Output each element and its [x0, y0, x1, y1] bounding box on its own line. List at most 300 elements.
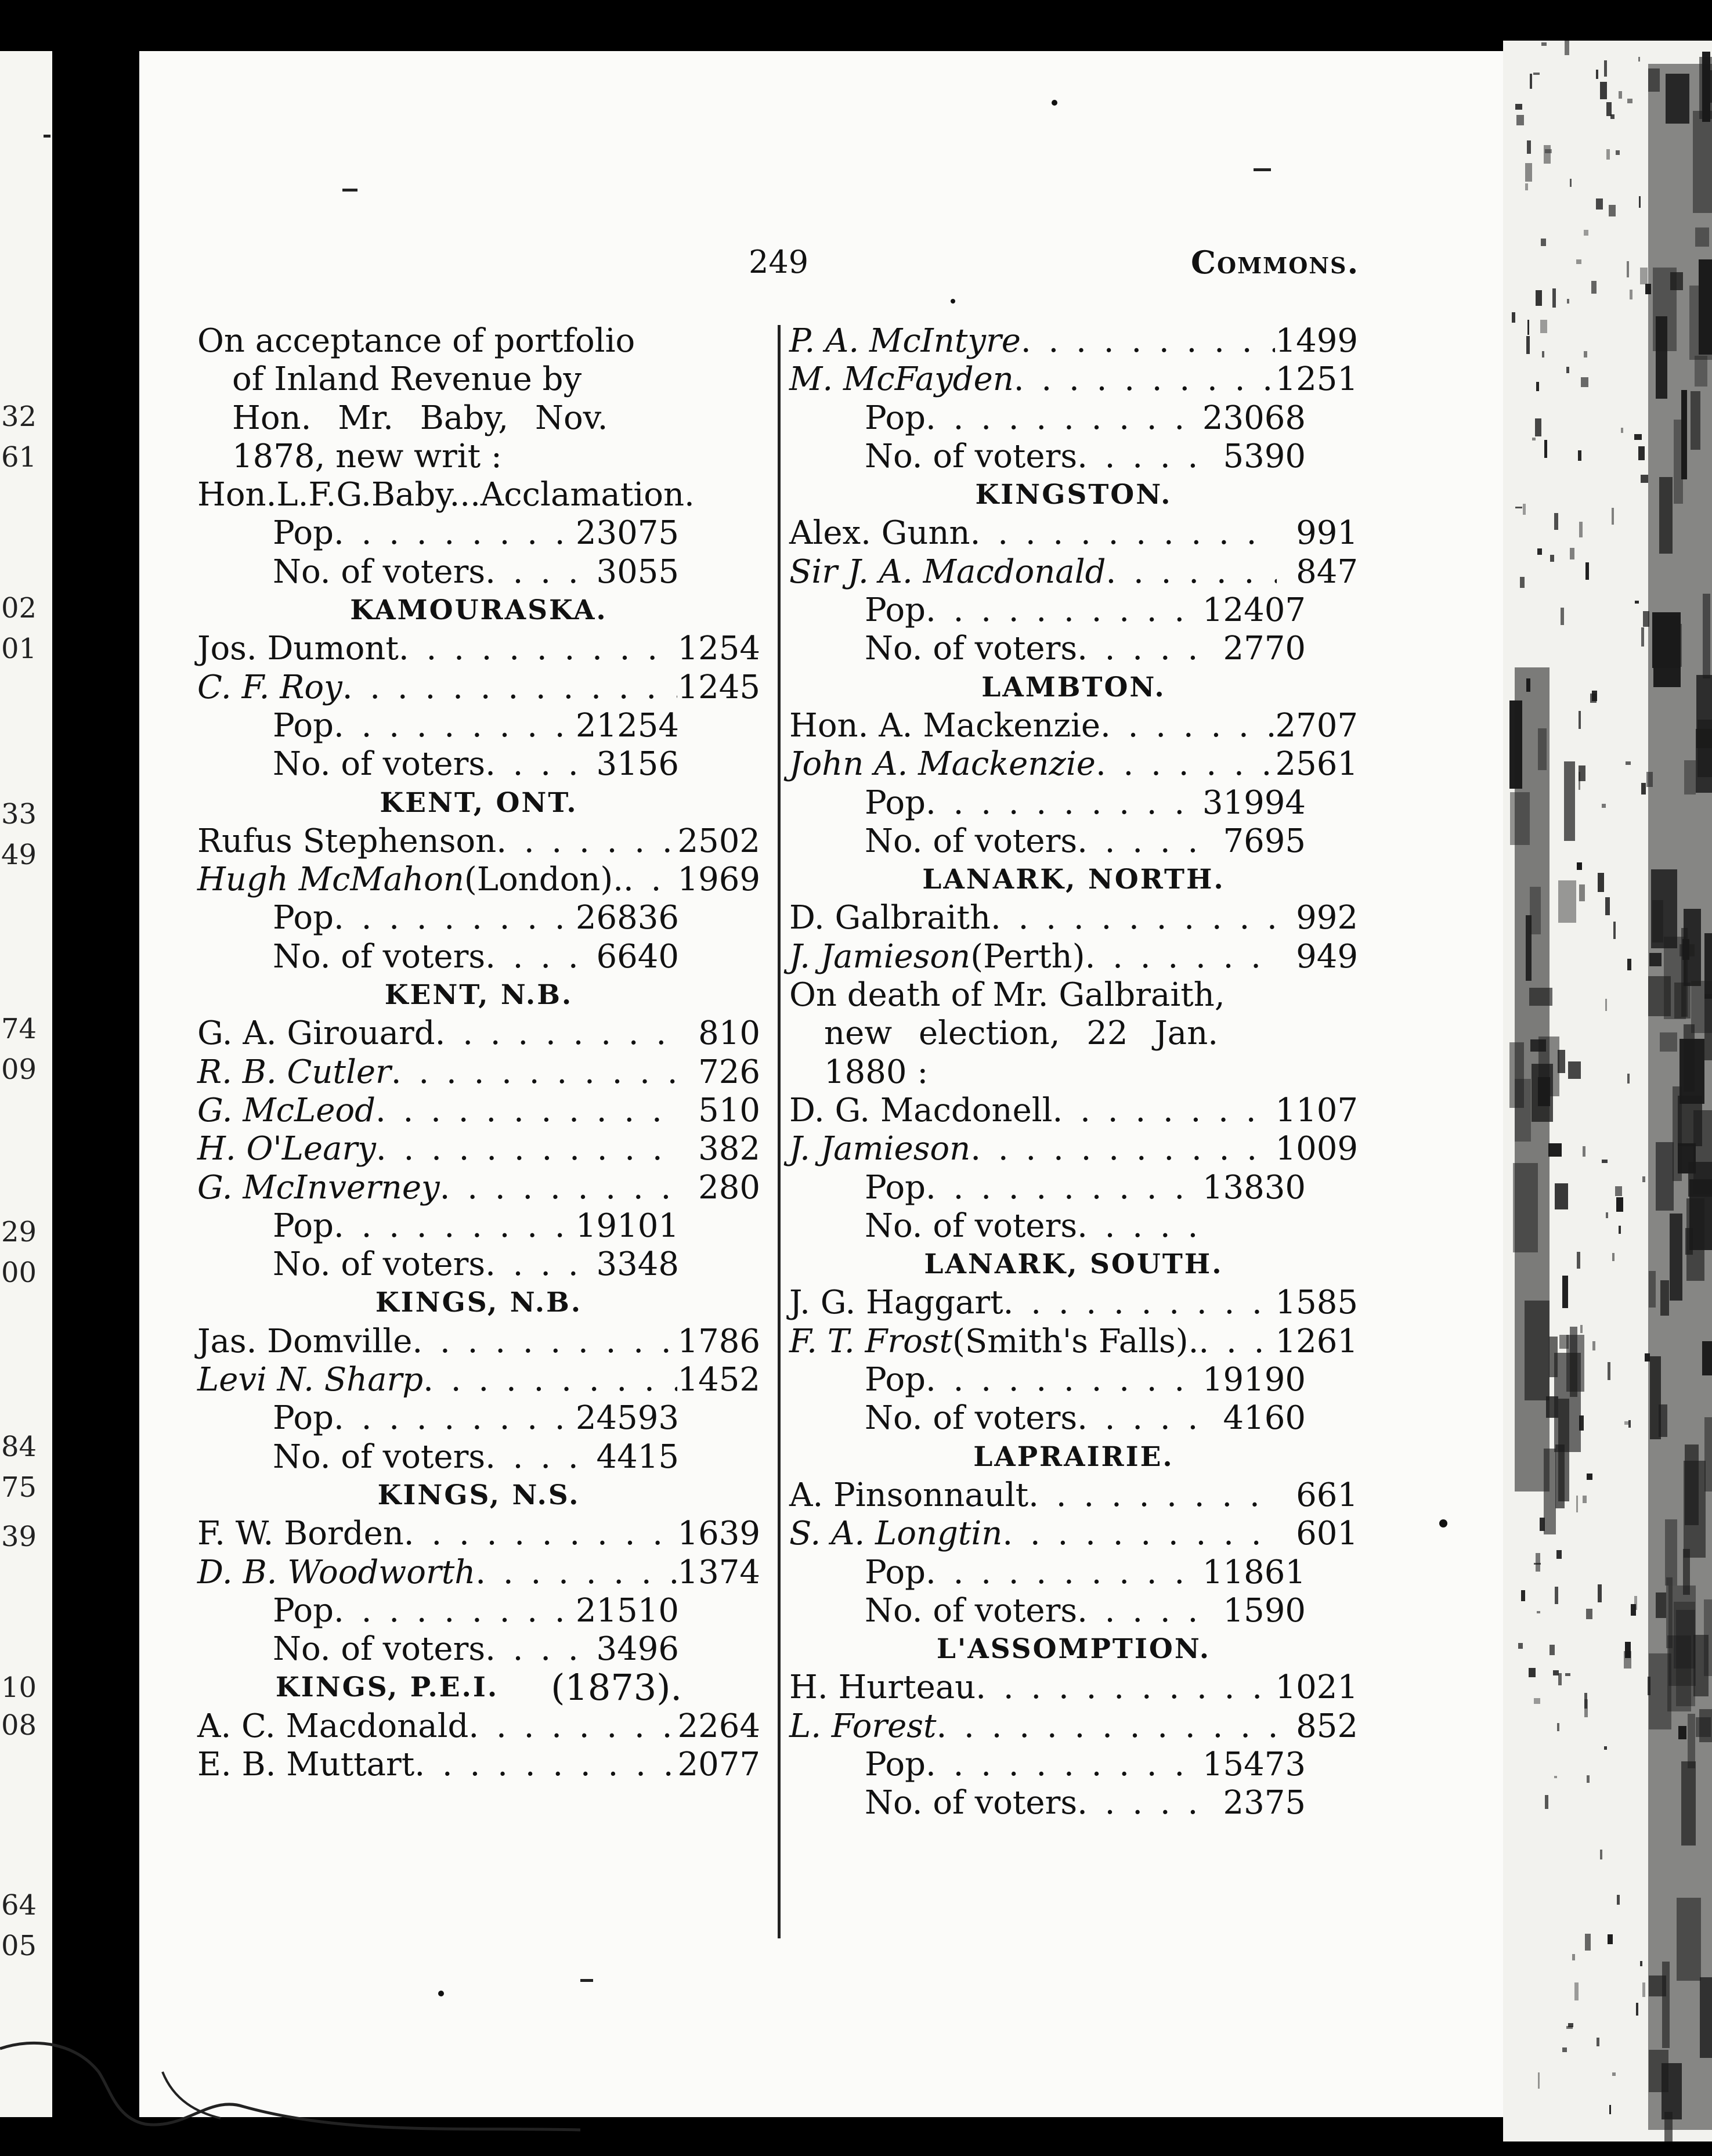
stat-label: Pop — [865, 783, 926, 822]
dot-leader — [334, 707, 576, 745]
stat-label: Pop — [865, 1361, 926, 1399]
dot-leader — [485, 1245, 586, 1284]
scan-noise-streak — [1613, 922, 1616, 939]
scan-noise-streak — [1512, 312, 1515, 323]
stat-row — [789, 822, 1358, 861]
vote-count: 382 — [698, 1130, 760, 1168]
scan-noise-streak — [1523, 504, 1526, 514]
page-number: 249 — [749, 244, 809, 280]
scan-noise-streak — [1549, 1337, 1558, 1377]
scan-noise-streak — [1627, 261, 1629, 277]
scan-noise-streak — [1556, 1550, 1562, 1559]
stat-row — [197, 1245, 760, 1284]
constituency-heading — [789, 1630, 1358, 1669]
vote-count: 1786 — [677, 1322, 760, 1360]
stat-value: 3496 — [596, 1630, 679, 1669]
text: of Inland Revenue by — [232, 360, 582, 399]
scan-noise-streak — [1585, 1934, 1591, 1951]
margin-number: 09 — [1, 1053, 37, 1086]
dot-leader — [1096, 745, 1276, 783]
candidate-row — [197, 1092, 760, 1130]
stat-row — [789, 1207, 1358, 1245]
dot-leader — [1003, 1284, 1276, 1322]
stat-label: No. of voters — [865, 630, 1078, 668]
stat-label: Pop — [865, 1168, 926, 1207]
scan-noise-streak — [1642, 1982, 1645, 1998]
scan-noise-streak — [1634, 434, 1642, 440]
dot-leader — [926, 1554, 1202, 1592]
candidate-name: Hon. A. Mackenzie — [789, 706, 1101, 745]
stat-row — [789, 1361, 1358, 1399]
stat-row — [197, 514, 760, 552]
vote-count: 991 — [1296, 514, 1358, 552]
scan-noise-streak — [1515, 507, 1522, 508]
vote-count: 1254 — [677, 630, 760, 668]
constituency-heading — [197, 1666, 760, 1709]
scan-noise-streak — [1639, 196, 1641, 208]
stat-row — [789, 1554, 1358, 1592]
candidate-row — [197, 1053, 760, 1092]
dot-leader — [423, 1361, 677, 1399]
candidate-name: P. A. McIntyre — [789, 322, 1021, 360]
scan-noise-streak — [1608, 1934, 1613, 1944]
dot-leader — [1028, 1476, 1277, 1515]
constituency-name: KENT, ONT. — [380, 786, 578, 819]
candidate-row — [197, 1169, 760, 1207]
candidate-name: Hugh McMahon — [197, 861, 464, 899]
scan-noise-streak — [1535, 418, 1541, 436]
stat-row — [789, 591, 1358, 630]
candidate-row — [789, 360, 1358, 399]
candidate-row — [197, 861, 760, 899]
scan-noise-band — [1648, 64, 1712, 2130]
stat-value: 15473 — [1202, 1745, 1306, 1783]
stat-label: Pop — [865, 1745, 926, 1783]
stat-value: 2770 — [1223, 630, 1306, 668]
candidate-row — [789, 553, 1358, 591]
scan-noise-streak — [1619, 1226, 1621, 1234]
dot-leader — [1106, 553, 1277, 591]
stat-row — [789, 1746, 1358, 1784]
column-divider — [778, 325, 781, 1938]
ink-speck — [1439, 1519, 1447, 1527]
text: Hon.L.F.G.Baby...Acclamation. — [197, 476, 695, 514]
text-line — [789, 1014, 1358, 1053]
dot-leader — [468, 1707, 677, 1746]
vote-count: 510 — [698, 1091, 760, 1129]
scan-noise-streak — [1600, 1850, 1602, 1860]
scan-noise-streak — [1529, 1668, 1536, 1677]
candidate-name: C. F. Roy — [197, 668, 342, 706]
stat-value: 4160 — [1223, 1399, 1306, 1438]
candidate-name: H. O'Leary — [197, 1130, 376, 1168]
stat-row — [789, 1592, 1358, 1630]
text: 1878, new writ : — [232, 437, 502, 475]
scan-noise-streak — [1550, 555, 1554, 562]
scan-noise-streak — [1570, 179, 1572, 187]
scan-noise-streak — [1544, 145, 1551, 164]
scan-noise-streak — [1565, 41, 1569, 55]
candidate-row — [197, 822, 760, 861]
margin-number: 32 — [1, 400, 37, 433]
scan-noise-streak — [1515, 104, 1522, 110]
scan-noise-streak — [1587, 1474, 1592, 1480]
scan-noise-streak — [1580, 1325, 1583, 1332]
scan-noise-streak — [1602, 804, 1606, 808]
scan-noise-streak — [1604, 60, 1607, 77]
stat-label: No. of voters — [865, 437, 1078, 475]
dot-leader — [485, 745, 586, 783]
candidate-locality: (London). — [464, 861, 623, 899]
scan-noise-streak — [1586, 1609, 1592, 1619]
scan-noise-streak — [1550, 1645, 1555, 1655]
candidate-name: S. A. Longtin — [789, 1515, 1003, 1553]
margin-number: 61 — [1, 441, 37, 474]
scan-noise-streak — [1627, 959, 1631, 970]
candidate-name: Levi N. Sharp — [197, 1361, 424, 1399]
scan-noise-streak — [1596, 198, 1603, 210]
vote-count: 992 — [1296, 899, 1358, 937]
candidate-row — [789, 1092, 1358, 1130]
dot-leader — [623, 861, 677, 899]
vote-count: 847 — [1296, 552, 1358, 591]
dot-leader — [414, 1746, 677, 1784]
dot-leader — [375, 1092, 679, 1130]
stat-label: No. of voters — [273, 552, 486, 591]
election-year-note: (1873). — [551, 1666, 682, 1709]
scan-noise-streak — [1606, 102, 1612, 116]
dot-leader — [485, 938, 586, 976]
dot-leader — [475, 1554, 677, 1592]
scan-noise-streak — [1592, 691, 1598, 701]
scan-noise-streak — [1583, 1146, 1586, 1157]
scan-noise-streak — [1596, 70, 1598, 79]
stat-label: Pop — [273, 706, 334, 745]
constituency-heading — [197, 976, 760, 1014]
scan-noise-streak — [1600, 82, 1607, 99]
stat-value: 19101 — [575, 1207, 679, 1245]
dot-leader — [1021, 322, 1276, 360]
ink-mark — [580, 1979, 593, 1982]
scan-noise-streak — [1615, 1186, 1622, 1196]
scan-noise-streak — [1579, 765, 1586, 781]
stat-value: 21510 — [575, 1591, 679, 1630]
scan-noise-streak — [1631, 1604, 1637, 1616]
scan-noise-streak — [1562, 1276, 1568, 1308]
stat-row — [789, 630, 1358, 668]
candidate-name: E. B. Muttart — [197, 1745, 415, 1783]
dot-leader — [1053, 1092, 1276, 1130]
dot-leader — [1077, 1784, 1213, 1822]
scan-noise-streak — [1536, 290, 1542, 306]
scan-noise-streak — [1597, 2038, 1599, 2047]
scan-noise-streak — [1619, 91, 1622, 99]
candidate-name: G. McInverney — [197, 1168, 440, 1207]
constituency-name: KINGSTON. — [975, 479, 1172, 511]
stat-row — [197, 899, 760, 937]
constituency-name: LAMBTON. — [981, 671, 1166, 703]
scan-noise-streak — [1532, 438, 1536, 440]
scan-noise-streak — [1640, 1961, 1642, 1966]
candidate-row — [789, 1707, 1358, 1746]
ink-speck — [1052, 100, 1057, 106]
scan-noise-streak — [1598, 873, 1604, 892]
scan-noise-streak — [1584, 351, 1588, 357]
candidate-name: John A. Mackenzie — [789, 745, 1096, 783]
candidate-name: Sir J. A. Macdonald — [789, 552, 1106, 591]
scan-noise-streak — [1536, 1553, 1541, 1572]
margin-number: 75 — [1, 1471, 37, 1504]
constituency-heading — [197, 784, 760, 822]
vote-count: 949 — [1296, 937, 1358, 976]
scan-noise-streak — [1604, 1746, 1607, 1749]
stat-value: 12407 — [1202, 591, 1306, 630]
dot-leader — [970, 1130, 1275, 1168]
scan-noise-streak — [1566, 1335, 1585, 1392]
stat-label: No. of voters — [273, 1438, 486, 1476]
stat-value: 6640 — [596, 937, 679, 976]
ink-speck — [951, 299, 955, 304]
scan-noise-streak — [1608, 1362, 1610, 1379]
dot-leader — [334, 1592, 576, 1630]
text: 1880 : — [824, 1053, 929, 1091]
scan-noise-streak — [1533, 73, 1540, 75]
dot-leader — [1002, 1515, 1277, 1553]
stat-label: No. of voters — [273, 745, 486, 783]
scan-noise-streak — [1602, 1160, 1608, 1163]
scan-noise-streak — [1591, 281, 1597, 294]
vote-count: 1261 — [1275, 1322, 1358, 1360]
candidate-row — [789, 707, 1358, 745]
scan-noise-streak — [1598, 1584, 1601, 1602]
dot-leader — [970, 514, 1277, 552]
scan-noise-streak — [1555, 1587, 1558, 1604]
dot-leader — [1077, 1399, 1213, 1438]
dot-leader — [1077, 438, 1213, 476]
candidate-name: F. T. Frost — [789, 1322, 953, 1360]
scan-noise-streak — [1640, 268, 1648, 284]
scan-noise-streak — [1609, 2105, 1611, 2115]
vote-count: 1374 — [677, 1553, 760, 1591]
stat-value: 21254 — [575, 706, 679, 745]
stat-row — [197, 1399, 760, 1438]
candidate-row — [197, 1014, 760, 1053]
margin-number: 08 — [1, 1709, 37, 1742]
stat-value: 23075 — [575, 514, 679, 552]
stat-row — [197, 1630, 760, 1669]
scan-noise-streak — [1579, 1415, 1584, 1431]
scan-noise-streak — [1627, 1074, 1630, 1083]
stat-value: 5390 — [1223, 437, 1306, 475]
margin-number: 84 — [1, 1431, 37, 1463]
scan-noise-streak — [1564, 761, 1575, 841]
scan-noise-streak — [1577, 862, 1582, 870]
vote-count: 2502 — [677, 822, 760, 860]
constituency-heading — [789, 1245, 1358, 1284]
scan-noise-streak — [1612, 1253, 1615, 1261]
stat-value: 26836 — [575, 899, 679, 937]
scan-noise-streak — [1554, 1776, 1557, 1778]
vote-count: 2264 — [677, 1707, 760, 1745]
stat-value: 24593 — [575, 1399, 679, 1438]
scan-noise-streak — [1526, 336, 1530, 354]
candidate-row — [789, 514, 1358, 552]
scan-noise-streak — [1628, 1420, 1631, 1428]
candidate-locality: (Perth) — [970, 937, 1085, 976]
scan-noise-streak — [1520, 577, 1525, 588]
dot-leader — [1198, 1323, 1275, 1361]
scan-noise-streak — [1527, 320, 1529, 334]
stat-label: Pop — [865, 1553, 926, 1591]
scan-noise-band — [1515, 667, 1550, 1491]
stat-value: 3156 — [596, 745, 679, 783]
scan-noise-streak — [1583, 1496, 1587, 1503]
text-line — [197, 399, 760, 438]
dot-leader — [936, 1707, 1277, 1746]
vote-count: 1452 — [677, 1361, 760, 1399]
margin-number: 02 — [1, 592, 37, 624]
scan-noise-streak — [1557, 1723, 1559, 1731]
candidate-name: J. G. Haggart — [789, 1284, 1003, 1322]
vote-count: 726 — [698, 1053, 760, 1091]
stat-label: No. of voters — [273, 1245, 486, 1284]
constituency-name: KENT, N.B. — [384, 979, 573, 1012]
constituency-heading — [197, 591, 760, 630]
stat-label: No. of voters — [865, 1399, 1078, 1438]
scan-noise-streak — [1525, 183, 1528, 190]
stat-value: 11861 — [1202, 1553, 1306, 1591]
constituency-heading — [197, 1284, 760, 1322]
dot-leader — [1014, 360, 1276, 399]
candidate-row — [789, 1669, 1358, 1707]
stat-value: 13830 — [1202, 1168, 1306, 1207]
scan-noise-streak — [1554, 513, 1558, 530]
vote-count: 1969 — [677, 861, 760, 899]
scan-noise-streak — [1641, 475, 1648, 483]
dot-leader — [926, 1169, 1202, 1207]
scan-noise-streak — [1567, 299, 1569, 304]
dot-leader — [334, 1207, 576, 1245]
dot-leader — [926, 1746, 1202, 1784]
scan-noise-streak — [1635, 601, 1639, 604]
margin-number: 29 — [1, 1216, 37, 1248]
text-line — [197, 322, 760, 360]
candidate-name: A. C. Macdonald — [197, 1707, 469, 1745]
scan-noise-streak — [1579, 884, 1585, 901]
vote-count: 280 — [698, 1168, 760, 1207]
candidate-row — [789, 745, 1358, 783]
page-edge-scan-noise — [1503, 41, 1712, 2141]
ink-mark — [342, 189, 357, 192]
constituency-name: KINGS, N.B. — [375, 1287, 583, 1319]
scan-noise-streak — [1541, 239, 1546, 246]
book-gutter — [52, 0, 139, 2156]
stat-label: No. of voters — [865, 1207, 1078, 1245]
stat-row — [789, 399, 1358, 438]
text-line — [197, 476, 760, 514]
vote-count: 852 — [1296, 1707, 1358, 1745]
candidate-row — [789, 322, 1358, 360]
scan-noise-streak — [1521, 1590, 1526, 1602]
constituency-name: LANARK, SOUTH. — [924, 1248, 1223, 1281]
stat-label: Pop — [865, 399, 926, 437]
scan-noise-streak — [1558, 1399, 1569, 1502]
scan-noise-streak — [1566, 2026, 1573, 2029]
stat-row — [197, 707, 760, 745]
dot-leader — [496, 822, 677, 861]
stat-row — [197, 745, 760, 783]
scan-noise-streak — [1566, 367, 1569, 374]
constituency-name: KINGS, N.S. — [377, 1479, 580, 1511]
dot-leader — [404, 1515, 678, 1553]
candidate-name: Alex. Gunn — [789, 514, 970, 552]
scan-noise-streak — [1516, 115, 1524, 126]
candidate-row — [197, 1554, 760, 1592]
scan-noise-streak — [1587, 1775, 1590, 1783]
dot-leader — [342, 669, 678, 707]
scan-noise-streak — [1527, 140, 1531, 154]
stat-row — [789, 1784, 1358, 1822]
vote-count: 1009 — [1275, 1130, 1358, 1168]
scan-noise-streak — [1565, 1673, 1571, 1676]
vote-count: 661 — [1296, 1476, 1358, 1514]
dot-leader — [376, 1130, 679, 1168]
vote-count: 1499 — [1275, 322, 1358, 360]
scan-noise-streak — [1570, 548, 1574, 559]
candidate-name: R. B. Cutler — [197, 1053, 391, 1091]
margin-number: 33 — [1, 798, 37, 830]
dot-leader — [991, 899, 1277, 937]
stat-label: Pop — [273, 899, 334, 937]
constituency-heading — [789, 669, 1358, 707]
ink-speck — [438, 1991, 444, 1996]
candidate-row — [197, 1130, 760, 1168]
scan-noise-streak — [1538, 2072, 1540, 2089]
candidate-name: Jas. Domville — [197, 1322, 413, 1360]
stat-label: No. of voters — [865, 822, 1078, 860]
stat-row — [789, 1399, 1358, 1438]
dot-leader — [1077, 630, 1213, 668]
stat-label: Pop — [273, 1399, 334, 1438]
scan-noise-streak — [1609, 205, 1616, 217]
dot-leader — [334, 1399, 576, 1438]
margin-number: 01 — [1, 633, 37, 665]
scan-noise-streak — [1561, 608, 1564, 625]
stat-value: 1590 — [1223, 1591, 1306, 1630]
scan-noise-streak — [1537, 548, 1542, 555]
vote-count: 2561 — [1275, 745, 1358, 783]
dot-leader — [399, 630, 678, 668]
constituency-heading — [197, 1476, 760, 1515]
stat-row — [197, 553, 760, 591]
scan-noise-streak — [1638, 446, 1645, 460]
ink-mark — [1254, 168, 1271, 171]
dot-leader — [391, 1053, 679, 1092]
dot-leader — [485, 1438, 586, 1476]
scan-noise-streak — [1536, 382, 1538, 391]
scan-noise-streak — [1606, 1212, 1608, 1218]
scan-noise-streak — [1576, 1496, 1578, 1513]
stat-row — [197, 1592, 760, 1630]
scan-noise-streak — [1555, 1183, 1568, 1209]
dot-leader — [435, 1014, 679, 1053]
margin-number: 10 — [1, 1671, 37, 1704]
dot-leader — [334, 514, 576, 552]
stat-row — [789, 438, 1358, 476]
stat-value: 3055 — [596, 552, 679, 591]
scan-noise-streak — [1572, 1954, 1575, 1960]
candidate-row — [197, 669, 760, 707]
